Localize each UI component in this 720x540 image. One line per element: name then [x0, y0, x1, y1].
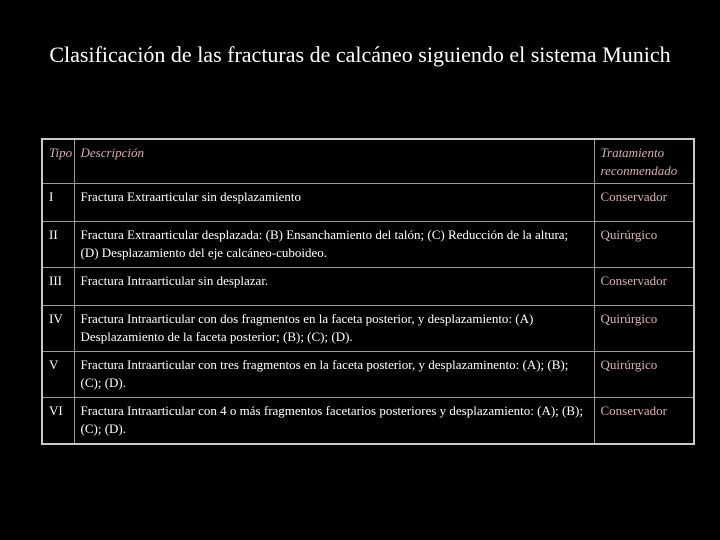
row-tratamiento: Quirúrgico: [594, 306, 694, 352]
row-tratamiento: Quirúrgico: [594, 352, 694, 398]
row-tipo: III: [42, 268, 74, 306]
table-row: [42, 306, 694, 352]
table-header-row: [42, 139, 694, 184]
table-row: [42, 184, 694, 222]
row-tipo: VI: [42, 398, 74, 445]
classification-table: [41, 138, 695, 445]
header-tipo: Tipo: [42, 139, 74, 184]
row-tipo: V: [42, 352, 74, 398]
row-descripcion: Fractura Intraarticular con dos fragmentos en la faceta posterior, y desplazamiento: (A) Desplazamiento de la faceta posterior; (B); (C); (D).: [74, 306, 594, 352]
header-descripcion: Descripción: [74, 139, 594, 184]
row-descripcion: Fractura Intraarticular sin desplazar.: [74, 268, 594, 306]
header-tratamiento: Tratamiento reconmendado: [594, 139, 694, 184]
table-row: [42, 222, 694, 268]
row-tipo: II: [42, 222, 74, 268]
row-descripcion: Fractura Intraarticular con 4 o más fragmentos facetarios posteriores y desplazamiento: (A); (B); (C); (D).: [74, 398, 594, 445]
table-row: [42, 352, 694, 398]
row-tipo: I: [42, 184, 74, 222]
row-tipo: IV: [42, 306, 74, 352]
table-row: [42, 398, 694, 445]
row-tratamiento: Conservador: [594, 268, 694, 306]
row-descripcion: Fractura Extraarticular sin desplazamiento: [74, 184, 594, 222]
table-row: [42, 268, 694, 306]
row-tratamiento: Conservador: [594, 184, 694, 222]
row-descripcion: Fractura Intraarticular con tres fragmentos en la faceta posterior, y desplazaminento: (A); (B); (C); (D).: [74, 352, 594, 398]
row-tratamiento: Conservador: [594, 398, 694, 445]
slide-title: Clasificación de las fracturas de calcáneo siguiendo el sistema Munich: [49, 42, 671, 67]
row-tratamiento: Quirúrgico: [594, 222, 694, 268]
row-descripcion: Fractura Extraarticular desplazada: (B) Ensanchamiento del talón; (C) Reducción de la altura; (D) Desplazamiento del eje calcáneo-cuboideo.: [74, 222, 594, 268]
